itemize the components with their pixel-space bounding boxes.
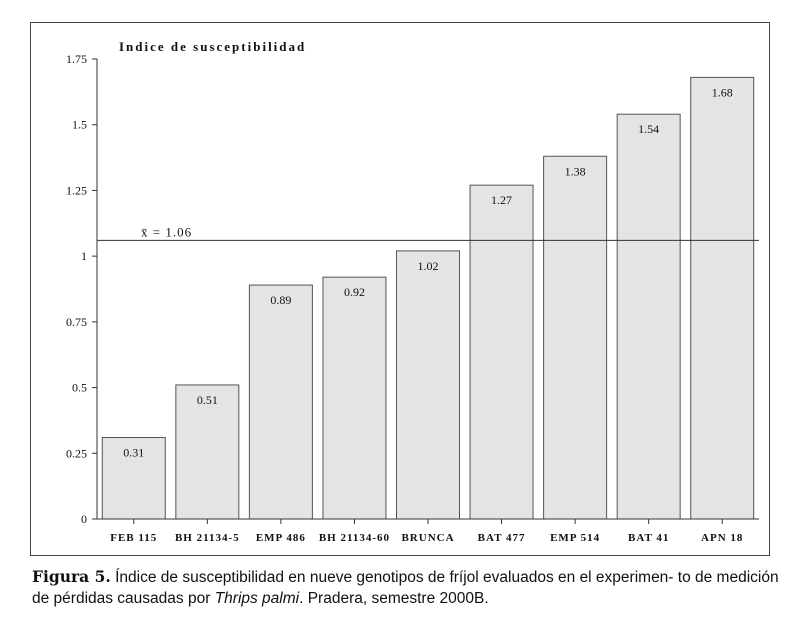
bar (617, 114, 680, 519)
caption-text-part2: . Pradera, semestre 2000B. (299, 590, 489, 607)
bar (691, 77, 754, 519)
mean-line-label: x̄ = 1.06 (141, 224, 193, 240)
bar-value-label: 0.89 (270, 293, 292, 308)
bar (397, 251, 460, 519)
bar-value-label: 0.92 (343, 285, 365, 300)
figure-caption (32, 566, 782, 609)
y-tick-label: 1.25 (66, 183, 87, 198)
bar-value-label: 1.68 (711, 85, 733, 100)
caption-text-part1: Índice de susceptibilidad en nueve genotipos de fríjol evaluados en el experimen- to de medición de pérdidas causadas por (32, 569, 779, 607)
bar-chart (31, 23, 771, 557)
y-tick-label: 0 (81, 512, 87, 526)
y-tick-label: 0.75 (66, 314, 87, 329)
y-tick-label: 0.5 (72, 380, 87, 395)
x-tick-label: EMP 486 (255, 532, 306, 544)
y-tick-label: 0.25 (66, 446, 87, 461)
bar-value-label: 1.02 (417, 258, 439, 273)
bar-value-label: 1.27 (491, 193, 513, 208)
chart-title: Indice de susceptibilidad (119, 39, 307, 54)
x-tick-label: APN 18 (701, 532, 744, 544)
bar (544, 156, 607, 519)
bars (102, 77, 753, 519)
bar (470, 185, 533, 519)
y-axis (66, 52, 97, 526)
bar (249, 285, 312, 519)
figure-label: Figura 5. (32, 567, 111, 586)
bar-value-label: 1.54 (638, 122, 660, 137)
y-tick-label: 1 (81, 249, 87, 264)
x-tick-label: FEB 115 (110, 532, 158, 544)
bar (323, 277, 386, 519)
x-tick-label: BAT 41 (627, 532, 670, 544)
caption-species: Thrips palmi (214, 590, 300, 607)
y-tick-label: 1.5 (72, 117, 87, 132)
x-tick-label: BAT 477 (477, 532, 526, 544)
bar-value-label: 0.51 (196, 392, 218, 407)
x-tick-label: BH 21134-5 (174, 532, 240, 544)
x-tick-label: EMP 514 (550, 532, 601, 544)
x-tick-label: BH 21134-60 (318, 532, 391, 544)
y-tick-label: 1.75 (66, 52, 87, 66)
bar-value-label: 1.38 (564, 164, 586, 179)
chart-frame (30, 22, 770, 556)
x-tick-label: BRUNCA (401, 532, 455, 544)
x-axis (97, 519, 759, 544)
bar-value-label: 0.31 (123, 445, 145, 460)
